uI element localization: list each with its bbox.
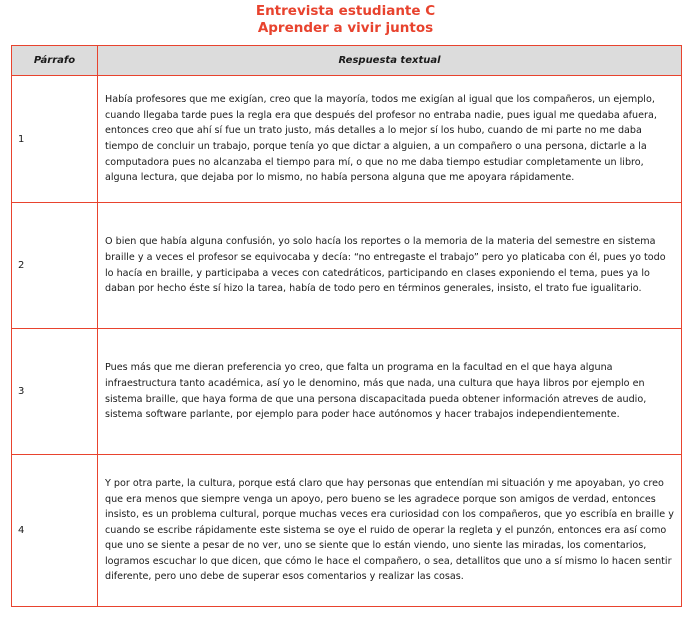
header-row <box>12 46 682 76</box>
paragraph-number: 2 <box>12 203 98 329</box>
title-line-1: Entrevista estudiante C <box>255 3 436 19</box>
table-row <box>12 329 682 455</box>
document-title <box>0 3 691 37</box>
table-header <box>12 46 682 76</box>
paragraph-number: 4 <box>12 455 98 607</box>
table-body <box>12 76 682 607</box>
table-row <box>12 455 682 607</box>
response-column-header: Respuesta textual <box>98 46 682 76</box>
table-row <box>12 203 682 329</box>
response-text: Pues más que me dieran preferencia yo creo, que falta un programa en la facultad en el que haya alguna infraestructura tanto académica, así yo le denomino, más que nada, una cultura que haya libros por ejemplo en sistema braille, que haya forma de que una persona discapacitada pueda obtener información atreves de audio, sistema software parlante, por ejemplo para poder hace autónomos y hacer trabajos independientemente. <box>98 329 682 455</box>
paragraph-number: 3 <box>12 329 98 455</box>
title-line-2: Aprender a vivir juntos <box>257 20 434 36</box>
interview-table <box>11 45 682 607</box>
response-text: Había profesores que me exigían, creo que la mayoría, todos me exigían al igual que los compañeros, un ejemplo, cuando llegaba tarde pues la regla era que después del profesor no entraba nadie, pues igual me quedaba afuera, entonces creo que ahí sí fue un trato justo, más detalles a lo mejor sí los hubo, cuando de mi parte no me daba tiempo de concluir un trabajo, porque tenía yo que dictar a alguien, a un compañero o una persona, dictarle a la computadora pues no alcanzaba el tiempo para mí, o que no me daba tiempo estudiar completamente un libro, alguna lectura, que dejaba por lo mismo, no había persona alguna que me apoyara rápidamente. <box>98 76 682 203</box>
paragraph-column-header: Párrafo <box>12 46 98 76</box>
response-text: O bien que había alguna confusión, yo solo hacía los reportes o la memoria de la materia del semestre en sistema braille y a veces el profesor se equivocaba y decía: “no entregaste el trabajo” pero yo platicaba con él, pues yo todo lo hacía en braille, y participaba a veces con catedráticos, participando en clases exponiendo el tema, pues ya lo daban por hecho éste sí hizo la tarea, había de todo pero en términos generales, insisto, el trato fue igualitario. <box>98 203 682 329</box>
response-text: Y por otra parte, la cultura, porque está claro que hay personas que entendían mi situación y me apoyaban, yo creo que era menos que siempre venga un apoyo, pero bueno se les agradece porque son amigos de verdad, entonces insisto, es un problema cultural, porque muchas veces era curiosidad con los compañeros, que yo escribía en braille y cuando se escribe rápidamente este sistema se oye el ruido de operar la regleta y el punzón, entonces era así como que uno se siente a pesar de no ver, uno se siente que lo están viendo, uno siente las miradas, los comentarios, logramos escuchar lo que dicen, que cómo le hace el compañero, o sea, detallitos que uno a sí mismo lo hacen sentir diferente, pero uno debe de superar esos comentarios y realizar las cosas. <box>98 455 682 607</box>
paragraph-number: 1 <box>12 76 98 203</box>
table-row <box>12 76 682 203</box>
